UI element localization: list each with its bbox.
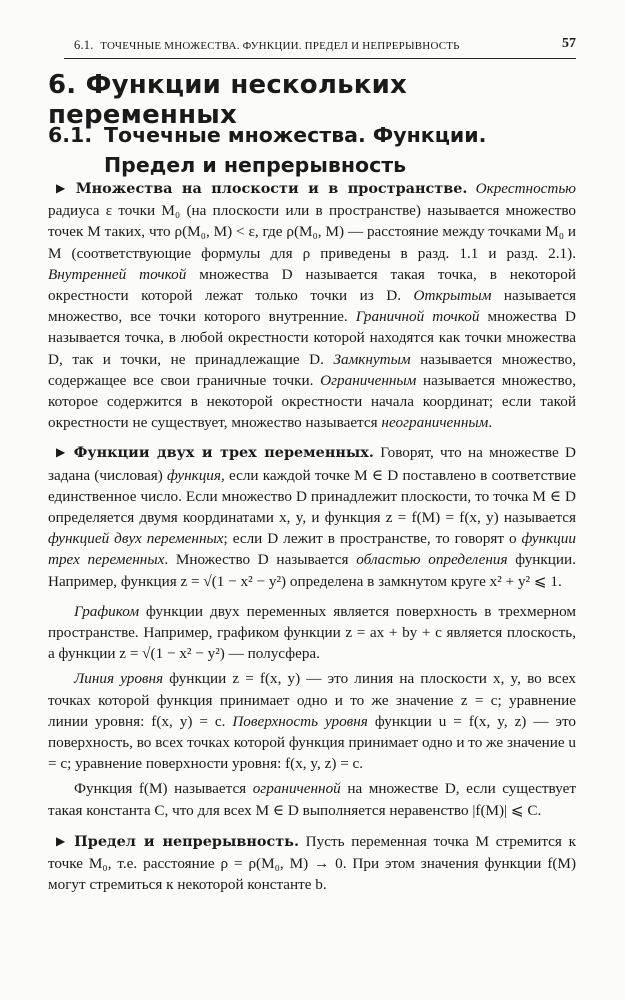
triangle-marker-icon: ▶ — [56, 181, 70, 195]
triangle-marker-icon: ▶ — [56, 833, 69, 848]
term: функцией двух переменных — [48, 530, 224, 548]
text: функции. Например, функция z = √(1 − x² − y²) определена в замкнутом круге x² + y² ⩽ 1. — [48, 551, 576, 590]
run-in-heading: Функции двух и трех переменных. — [73, 444, 374, 462]
text: множества D называется точка, в любой окрестности которой находятся как точки множества D, так и точки, не принадлежащие D. — [48, 308, 576, 368]
term: Открытым — [413, 287, 492, 305]
paragraph-level-lines — [48, 668, 576, 774]
paragraph-graph — [48, 601, 576, 665]
text: называется множество, все точки которого внутренние. — [48, 287, 576, 326]
text: называется множество, содержащее все свои граничные точки. — [48, 350, 577, 389]
running-head-title: ТОЧЕЧНЫЕ МНОЖЕСТВА. ФУНКЦИИ. ПРЕДЕЛ И НЕПРЕРЫВНОСТЬ — [100, 40, 460, 52]
term: Внутренней точкой — [48, 265, 187, 283]
paragraph-limit — [48, 831, 576, 896]
term: функции трех переменных — [48, 530, 576, 569]
running-head — [74, 38, 460, 53]
body-text — [48, 178, 576, 905]
paragraph-bounded — [48, 778, 576, 820]
text: Говорят, что на множестве D задана (числовая) — [48, 444, 576, 484]
run-in-heading: Множества на плоскости и в пространстве. — [75, 180, 468, 197]
text: функции u = f(x, y, z) — это поверхность, во всех точках которой функция принимает одно и то же значение u = c; уравнение поверхности уровня: f(x, y, z) = c. — [48, 712, 576, 773]
term: Окрестностью — [475, 180, 577, 197]
term: неограниченным — [381, 414, 489, 432]
term: Ограниченным — [320, 371, 417, 389]
text: функции двух переменных является поверхность в трехмерном пространстве. Например, графиком функции z = ax + by + c является плоскость, а функции z = √(1 − x² − y²) — полусфера. — [48, 602, 576, 663]
text: множества D называется такая точка, в некоторой окрестности которой лежат только точки из D. — [48, 265, 576, 305]
term: областью определения — [356, 551, 508, 569]
triangle-marker-icon: ▶ — [56, 445, 68, 460]
section-title-line1: Точечные множества. Функции. — [104, 123, 487, 147]
term: Граничной точкой — [355, 308, 480, 326]
running-header — [64, 38, 576, 58]
text: , если каждой точке M ∈ D поставлено в соответствие единственное число. Если множество D принадлежит плоскости, то точка M ∈ D определяется двумя координатами x, y, и функция z = f(M) = f(x, y) называется — [48, 466, 576, 527]
text: ; если D лежит в пространстве, то говорят о — [223, 530, 522, 548]
paragraph-functions — [48, 442, 576, 591]
term: Замкнутым — [333, 350, 411, 368]
term: функция — [167, 466, 221, 484]
term: Поверхность уровня — [232, 712, 368, 730]
text: . Множество D называется — [164, 551, 357, 569]
chapter-title: 6. Функции нескольких переменных — [48, 70, 407, 130]
text: называется множество, которое содержится в некоторой окрестности начала координат; если такой окрестности не существует, множество называется — [48, 371, 576, 432]
header-rule — [64, 58, 576, 59]
paragraph-sets — [48, 178, 576, 433]
section-title-line2: Предел и непрерывность — [104, 153, 407, 177]
text: . — [488, 414, 493, 432]
section-title — [48, 120, 568, 180]
text: функции z = f(x, y) — это линия на плоскости x, y, во всех точках которой функция принимает одно и то же значение z = c; уравнение линии уровня: f(x, y) = c. — [48, 670, 576, 730]
page-number: 57 — [562, 36, 576, 51]
text: на множестве D, если существует такая константа C, что для всех M ∈ D выполняется неравенство |f(M)| ⩽ C. — [48, 780, 576, 819]
text: Пусть переменная точка M стремится к точке M₀, т.е. расстояние ρ = ρ(M₀, M) → 0. При этом значения функции f(M) могут стремиться к некоторой константе b. — [48, 832, 576, 894]
running-head-number: 6.1. — [74, 38, 94, 52]
text: Функция f(M) называется — [74, 780, 253, 798]
run-in-heading: Предел и непрерывность. — [74, 832, 299, 850]
term: ограниченной — [252, 780, 341, 798]
text: радиуса ε точки M₀ (на плоскости или в пространстве) называется множество точек M таких, что ρ(M₀, M) < ε, где ρ(M₀, M) — расстояние между точками M₀ и M (соответствующие формулы для ρ приведены в разд. 1.1 и разд. 2.1). — [48, 202, 576, 262]
term: Линия уровня — [74, 670, 164, 688]
term: Графиком — [74, 602, 140, 620]
section-number: 6.1. — [48, 123, 93, 147]
